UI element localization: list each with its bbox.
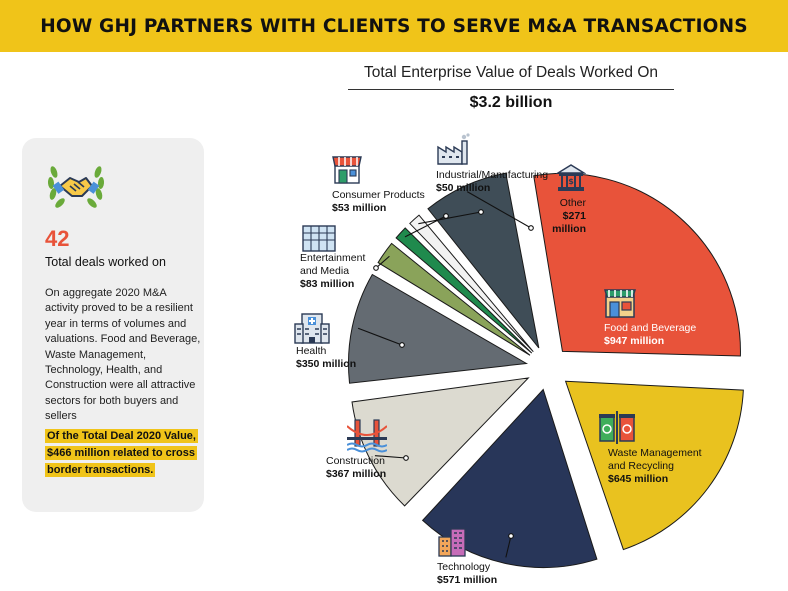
office-buildings-icon (437, 527, 469, 557)
highlight-text: Of the Total Deal 2020 Value, $466 million related to cross border transactions. (47, 430, 196, 476)
deals-count: 42 (45, 226, 70, 251)
deals-label: Total deals worked on (45, 255, 166, 269)
bridge-icon (347, 418, 387, 454)
bank-icon (556, 163, 586, 193)
chart-total: $3.2 billion (469, 94, 553, 111)
leader-dot (479, 210, 484, 215)
label-technology: Technology $571 million (437, 561, 498, 586)
chart-title: Total Enterprise Value of Deals Worked On (363, 64, 659, 81)
leader-dot (404, 456, 409, 461)
summary-text: On aggregate 2020 M&A activity proved to be a resilient year in terms of volumes and valuations. Food and Beverage, Waste Management, Technology, Health, and Construction were all attractive sectors for both buyers and sellers (45, 287, 201, 423)
label-waste-management: Waste Management and Recycling $645 million (608, 447, 702, 485)
label-consumer-products: Consumer Products $53 million (332, 189, 425, 214)
leader-dot (400, 343, 405, 348)
page-title: HOW GHJ PARTNERS WITH CLIENTS TO SERVE M&A TRANSACTIONS (40, 15, 748, 37)
label-other: Other $271 million (552, 197, 586, 235)
svg-text:$: $ (568, 177, 574, 186)
storefront-icon (603, 287, 637, 319)
leader-dot (444, 214, 449, 219)
label-industrial-manufacturing: Industrial/Manufacturing $50 million (436, 169, 549, 194)
label-food-beverage: Food and Beverage $947 million (604, 322, 697, 347)
hospital-icon (294, 312, 330, 344)
factory-icon (436, 133, 470, 165)
label-construction: Construction $367 million (326, 455, 387, 480)
leader-dot (374, 266, 379, 271)
building-icon (301, 224, 337, 252)
shop-icon (332, 155, 362, 185)
label-health: Health $350 million (296, 345, 357, 370)
leader-dot (509, 534, 514, 539)
recycling-bins-icon (598, 411, 636, 445)
label-entertainment-media: Entertainment and Media $83 million (300, 252, 366, 290)
